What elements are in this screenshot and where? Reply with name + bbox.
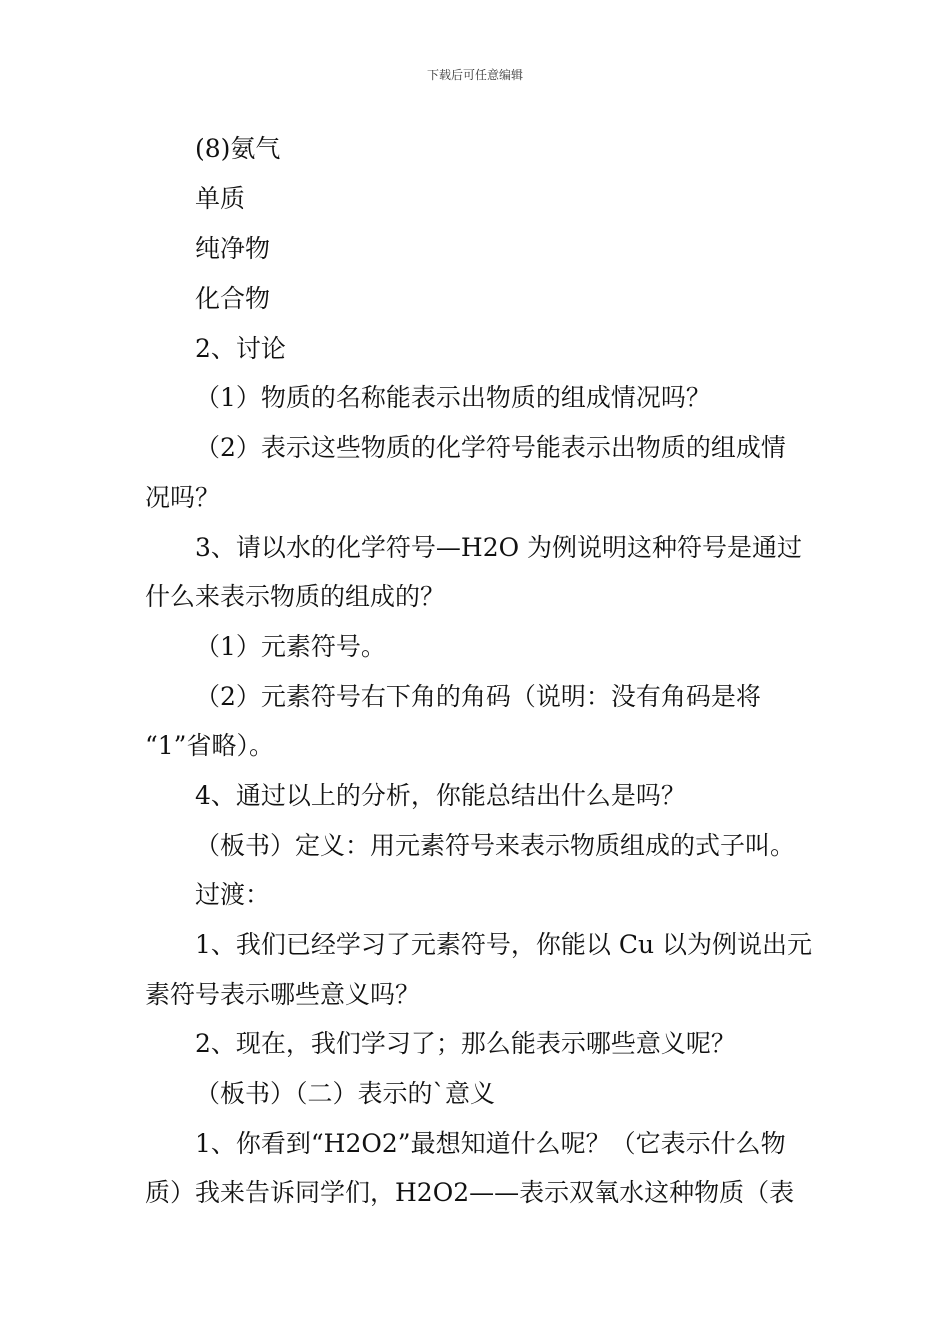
- text-line: （2）元素符号右下角的角码（说明：没有角码是将: [195, 682, 761, 711]
- text-line: （板书）定义：用元素符号来表示物质组成的式子叫。: [195, 831, 796, 860]
- text-line: 质）我来告诉同学们，H2O2——表示双氧水这种物质（表: [145, 1178, 795, 1207]
- text-line: 2、现在，我们学习了；那么能表示哪些意义呢？: [195, 1029, 736, 1058]
- text-line: 什么来表示物质的组成的？: [145, 582, 446, 611]
- text-line: （板书）（二）表示的`意义: [195, 1079, 496, 1108]
- text-line: 1、你看到“H2O2”最想知道什么呢？（它表示什么物: [195, 1129, 786, 1158]
- text-line: 2、讨论: [195, 334, 286, 363]
- text-line: （1）元素符号。: [195, 632, 386, 661]
- text-line: 化合物: [195, 284, 271, 313]
- text-line: 素符号表示哪些意义吗？: [145, 980, 421, 1009]
- text-line: 4、通过以上的分析，你能总结出什么是吗？: [195, 781, 686, 810]
- text-line: 单质: [195, 184, 246, 213]
- page-header: 下载后可任意编辑: [426, 68, 523, 82]
- text-line: 况吗？: [145, 483, 221, 512]
- text-line: （2）表示这些物质的化学符号能表示出物质的组成情: [195, 433, 786, 462]
- text-line: “1”省略）。: [145, 731, 274, 760]
- text-line: （1）物质的名称能表示出物质的组成情况吗？: [195, 383, 711, 412]
- text-line: (8)氨气: [195, 134, 281, 163]
- text-line: 3、请以水的化学符号—H2O 为例说明这种符号是通过: [195, 533, 803, 562]
- text-line: 纯净物: [195, 234, 271, 263]
- text-line: 1、我们已经学习了元素符号，你能以 Cu 以为例说出元: [195, 930, 813, 959]
- text-line: 过渡：: [195, 880, 271, 909]
